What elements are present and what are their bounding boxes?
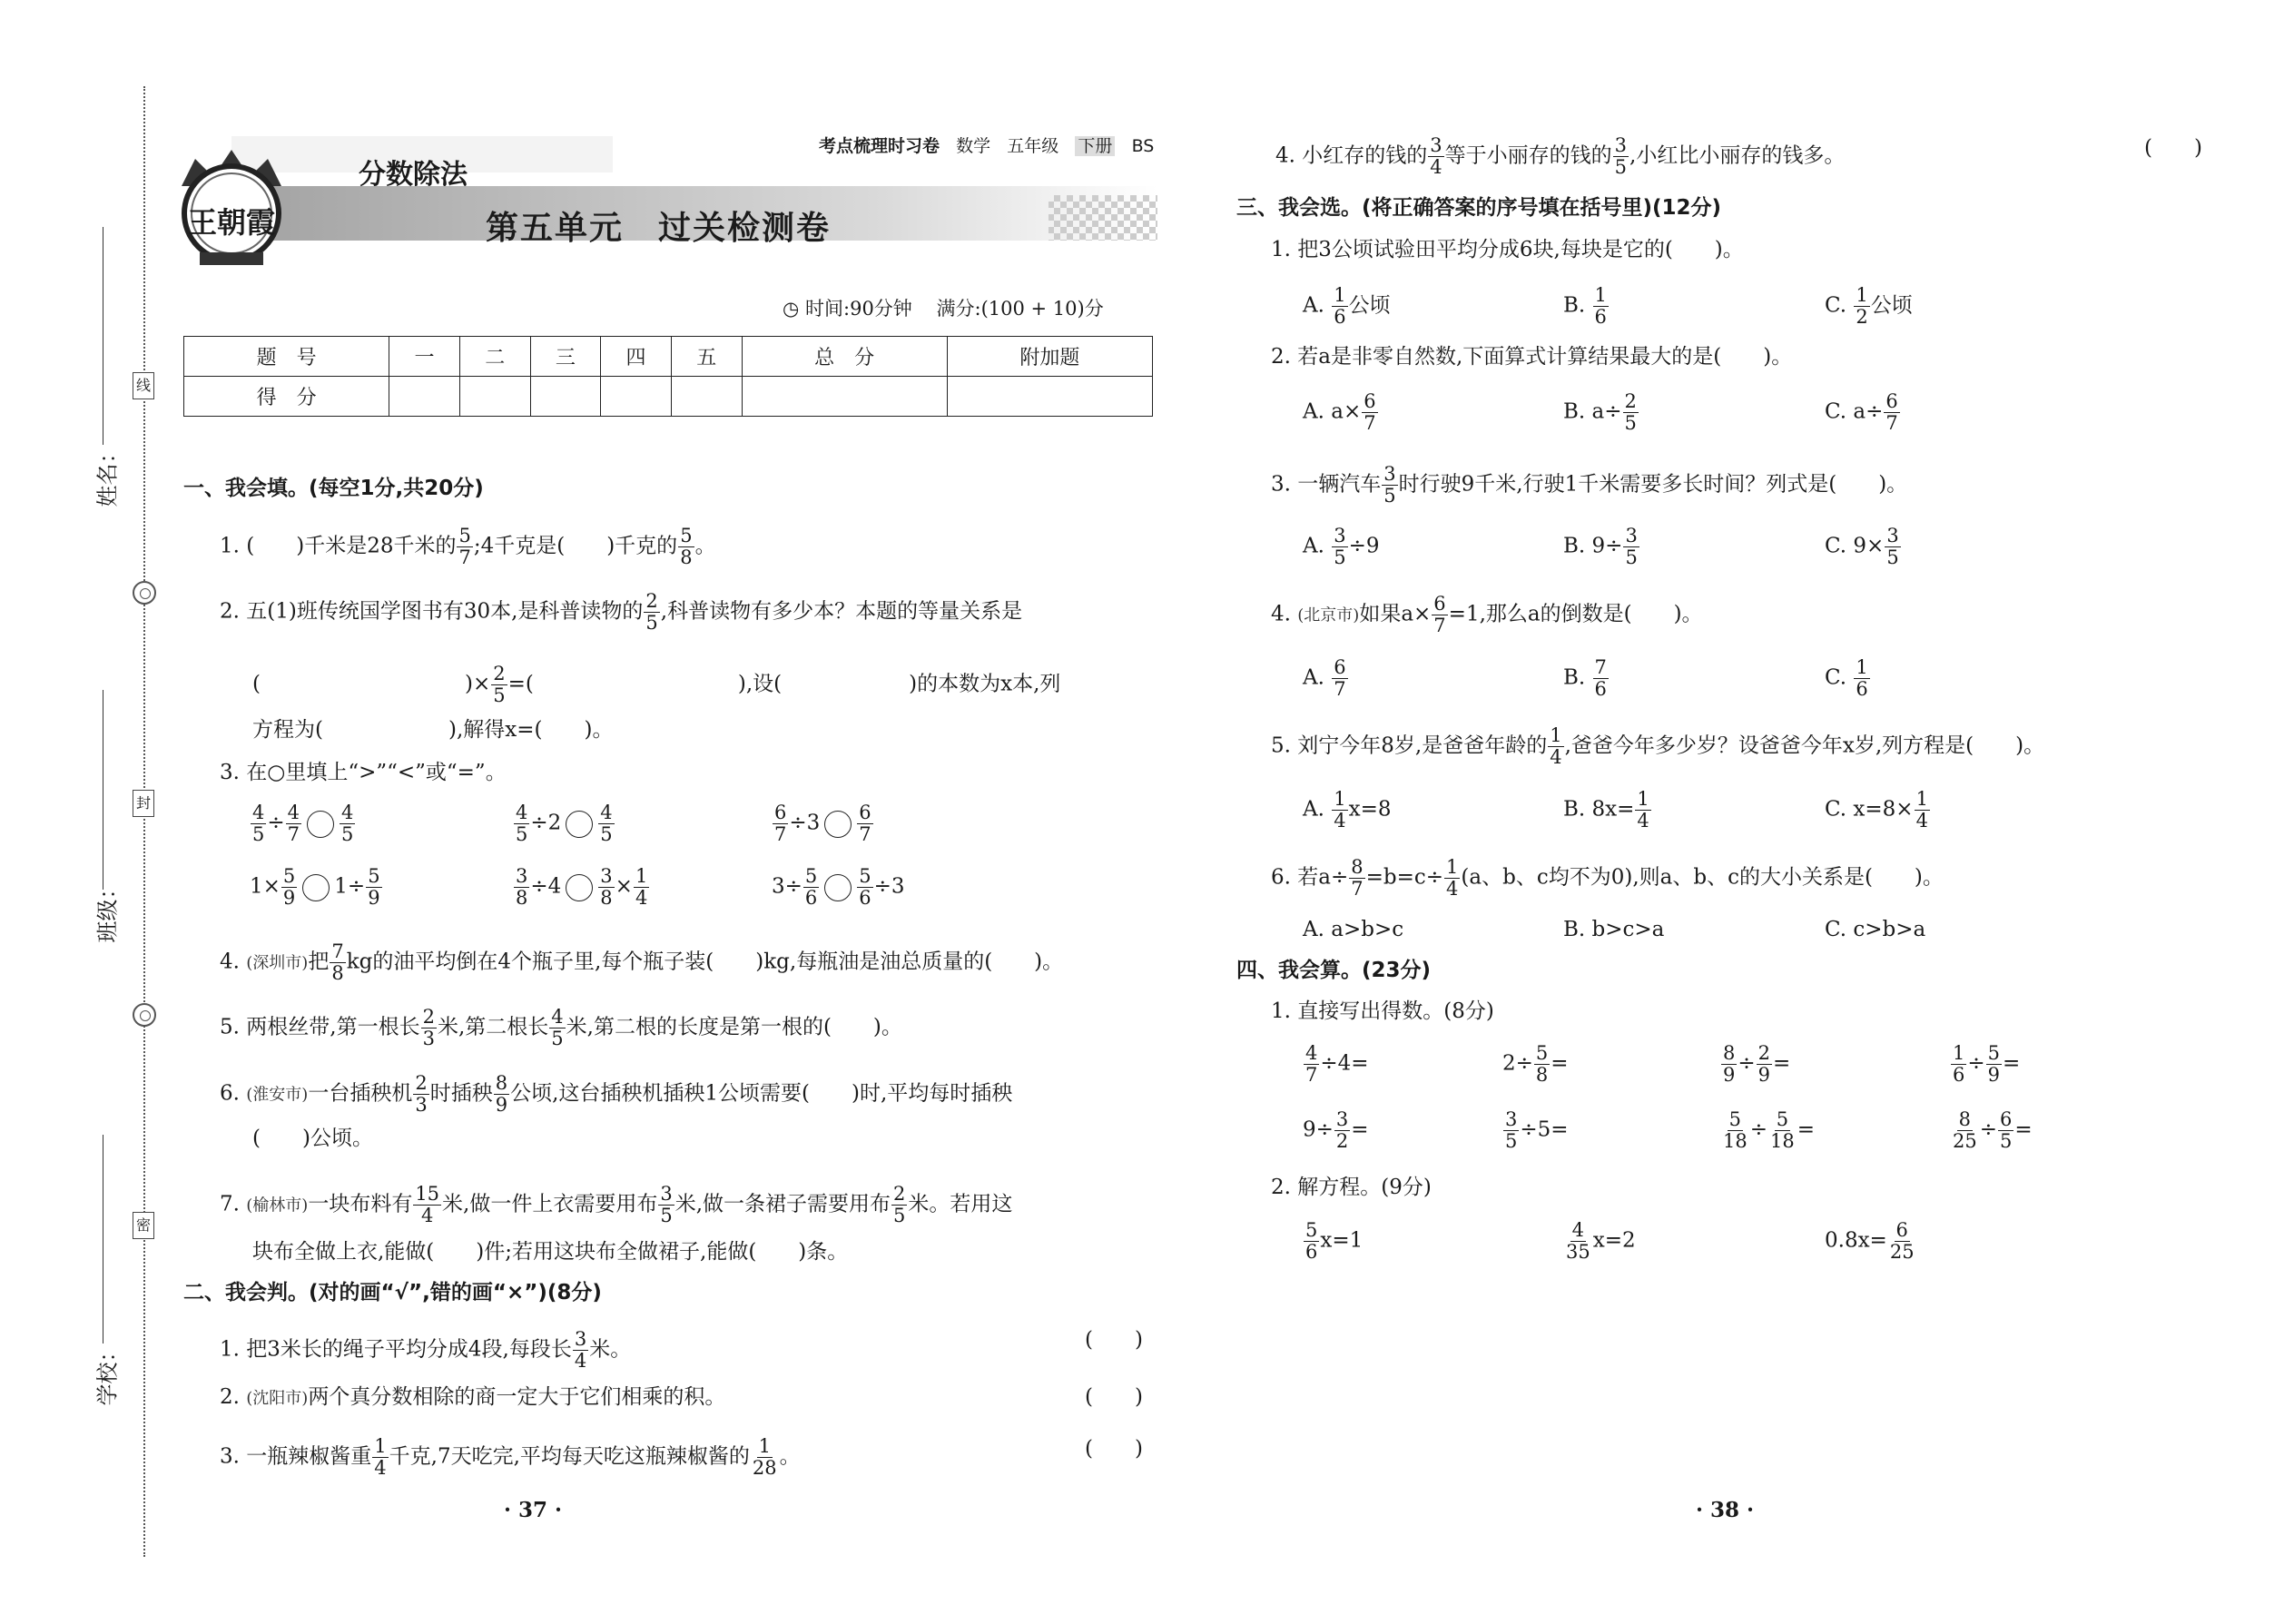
s1-q7: 7. (榆林市)一块布料有 $\frac{15}{4}$ 米,做一件上衣需要用布 $\frac{3}{5}$ 米,做一条裙子需要用布 $\frac{2}{5}$ 米。若用这 (220, 1183, 1013, 1226)
s1-q6: 6. (淮安市)一台插秧机 $\frac{2}{3}$ 时插秧 $\frac{8}{9}$ 公顷,这台插秧机插秧1公顷需要( )时,平均每时插秧 (220, 1072, 1013, 1116)
cut-line (143, 86, 145, 1557)
volume: 下册 (1075, 136, 1115, 156)
topic-label: 分数除法 (359, 159, 468, 191)
table-cell: 三 (530, 337, 601, 377)
option-b[interactable]: B. 8x= $\frac{1}{4}$ (1563, 788, 1649, 832)
s3-q2: 2. 若a是非零自然数,下面算式计算结果最大的是( )。 (1271, 345, 1793, 369)
score-input-cell[interactable] (601, 377, 672, 417)
answer-circle[interactable] (566, 811, 593, 838)
section-1-title: 一、我会填。(每空1分,共20分) (183, 477, 484, 500)
table-cell: 附加题 (947, 337, 1152, 377)
option-c[interactable]: C. $\frac{1}{6}$ (1825, 656, 1868, 700)
calc-item: 9÷ $\frac{3}{2}$ = (1303, 1108, 1369, 1152)
calc-item: $\frac{5}{18}$ ÷ $\frac{5}{18}$ = (1723, 1108, 1816, 1152)
calc-item: $\frac{3}{5}$ ÷5= (1505, 1108, 1569, 1152)
answer-circle[interactable] (824, 874, 852, 901)
page-title: 第五单元 过关检测卷 (486, 210, 832, 247)
calc-item: 2÷ $\frac{5}{8}$ = (1502, 1042, 1569, 1086)
s3-q6: 6. 若a÷ $\frac{8}{7}$ =b=c÷ $\frac{1}{4}$ (a、b、c均不为0),则a、b、c的大小关系是( )。 (1271, 856, 1944, 900)
s4-sub2: 2. 解方程。(9分) (1271, 1176, 1432, 1199)
answer-paren[interactable]: ( ) (1085, 1437, 1143, 1461)
table-row (184, 337, 1153, 377)
s1-q4: 4. (深圳市)把 $\frac{7}{8}$ kg的油平均倒在4个瓶子里,每个瓶子装( )kg,每瓶油是油总质量的( )。 (220, 940, 1064, 984)
table-cell: 四 (601, 337, 672, 377)
clock-icon: ◷ (783, 298, 800, 320)
compare-item: $\frac{4}{5}$ ÷2 $\frac{4}{5}$ (516, 802, 613, 845)
score-input-cell[interactable] (742, 377, 947, 417)
exam-time: 时间:90分钟 (805, 298, 912, 320)
s1-q7-line2: 块布全做上衣,能做( )件;若用这块布全做裙子,能做( )条。 (252, 1240, 849, 1264)
s2-q3: 3. 一瓶辣椒酱重 $\frac{1}{4}$ 千克,7天吃完,平均每天吃这瓶辣椒酱的 $\frac{1}{28}$ 。 (220, 1435, 801, 1479)
seal-mark-feng: 封 (133, 790, 154, 817)
s1-q1: 1. ( )千米是28千米的 $\frac{5}{7}$ ;4千克是( )千克的 $\frac{5}{8}$ 。 (220, 525, 716, 568)
s1-q2-line2: ( )× $\frac{2}{5}$ =( ),设( )的本数为x本,列 (252, 663, 1061, 706)
s1-q6-line2: ( )公顷。 (252, 1127, 373, 1150)
s2-q1: 1. 把3米长的绳子平均分成4段,每段长 $\frac{3}{4}$ 米。 (220, 1328, 632, 1372)
option-a[interactable]: A. $\frac{1}{6}$ 公顷 (1303, 284, 1391, 328)
exam-meta (783, 300, 1104, 319)
s2-q4: 4. 小红存的钱的 $\frac{3}{4}$ 等于小丽存的钱的 $\frac{3}{5}$ ,小红比小丽存的钱多。 (1275, 134, 1846, 178)
option-a[interactable]: A. a× $\frac{6}{7}$ (1303, 390, 1376, 434)
section-3-title: 三、我会选。(将正确答案的序号填在括号里)(12分) (1236, 196, 1722, 220)
option-c[interactable]: C. $\frac{1}{2}$ 公顷 (1825, 284, 1913, 328)
compare-item: $\frac{4}{5}$ ÷ $\frac{4}{7}$ $\frac{4}{5}$ (252, 802, 354, 845)
s2-q2: 2. (沈阳市)两个真分数相除的商一定大于它们相乘的积。 (220, 1385, 726, 1409)
s1-q5: 5. 两根丝带,第一根长 $\frac{2}{3}$ 米,第二根长 $\frac{4}{5}$ 米,第二根的长度是第一根的( )。 (220, 1006, 902, 1049)
s4-sub1: 1. 直接写出得数。(8分) (1271, 999, 1494, 1023)
score-input-cell[interactable] (389, 377, 460, 417)
seal-mark-mi: 密 (133, 1212, 154, 1239)
answer-circle[interactable] (307, 811, 334, 838)
exam-score: 满分:(100 + 10)分 (936, 298, 1104, 320)
option-b[interactable]: B. $\frac{1}{6}$ (1563, 284, 1607, 328)
option-a[interactable]: A. $\frac{6}{7}$ (1303, 656, 1346, 700)
option-b[interactable]: B. b>c>a (1563, 918, 1665, 941)
compare-item: $\frac{3}{8}$ ÷4 $\frac{3}{8}$ × $\frac{1}{4}$ (516, 865, 648, 909)
binding-hole-icon (133, 1003, 156, 1027)
s1-q2: 2. 五(1)班传统国学图书有30本,是科普读物的 $\frac{2}{5}$ ,科普读物有多少本？本题的等量关系是 (220, 590, 1023, 634)
answer-paren[interactable]: ( ) (1085, 1328, 1143, 1352)
table-cell: 总 分 (742, 337, 947, 377)
option-c[interactable]: C. c>b>a (1825, 918, 1926, 941)
answer-paren[interactable]: ( ) (1085, 1385, 1143, 1409)
option-a[interactable]: A. $\frac{1}{4}$ x=8 (1303, 788, 1392, 832)
s3-q3: 3. 一辆汽车 $\frac{3}{5}$ 时行驶9千米,行驶1千米需要多长时间？列式是( )。 (1271, 463, 1908, 507)
class-label: 班级： (94, 877, 121, 943)
calc-item: $\frac{8}{25}$ ÷ $\frac{6}{5}$ = (1953, 1108, 2033, 1152)
option-b[interactable]: B. a÷ $\frac{2}{5}$ (1563, 390, 1637, 434)
option-c[interactable]: C. a÷ $\frac{6}{7}$ (1825, 390, 1898, 434)
series-name: 考点梳理时习卷 (819, 136, 940, 156)
table-row (184, 377, 1153, 417)
table-cell: 题 号 (184, 337, 389, 377)
seal-mark-xian: 线 (133, 372, 154, 399)
score-input-cell[interactable] (947, 377, 1152, 417)
calc-item: $\frac{1}{6}$ ÷ $\frac{5}{9}$ = (1953, 1042, 2021, 1086)
answer-paren[interactable]: ( ) (2144, 136, 2202, 160)
section-2-title: 二、我会判。(对的画“√”,错的画“×”)(8分) (183, 1281, 602, 1304)
table-cell: 一 (389, 337, 460, 377)
table-cell: 五 (671, 337, 742, 377)
s3-q5: 5. 刘宁今年8岁,是爸爸年龄的 $\frac{1}{4}$ ,爸爸今年多少岁？设爸爸今年x岁,列方程是( )。 (1271, 724, 2045, 768)
answer-circle[interactable] (302, 874, 330, 901)
option-b[interactable]: B. $\frac{7}{6}$ (1563, 656, 1607, 700)
score-table (183, 336, 1153, 417)
s3-q4: 4. (北京市)如果a× $\frac{6}{7}$ =1,那么a的倒数是( )。 (1271, 593, 1703, 636)
page-number-left: · 37 · (504, 1498, 563, 1522)
edition: BS (1131, 136, 1155, 156)
option-a[interactable]: A. a>b>c (1303, 918, 1404, 941)
s1-q2-line3: 方程为( ),解得x=( )。 (252, 718, 614, 742)
series-info (819, 133, 1154, 157)
calc-item: $\frac{4}{7}$ ÷4= (1305, 1042, 1369, 1086)
score-input-cell[interactable] (671, 377, 742, 417)
option-c[interactable]: C. 9× $\frac{3}{5}$ (1825, 525, 1899, 568)
brand-logo (163, 136, 300, 272)
binding-hole-icon (133, 581, 156, 605)
equation-item: $\frac{4}{35}$ x=2 (1566, 1219, 1636, 1263)
table-cell: 得 分 (184, 377, 389, 417)
score-input-cell[interactable] (459, 377, 530, 417)
answer-circle[interactable] (566, 874, 593, 901)
s1-q3: 3. 在○里填上“>”“<”或“=”。 (220, 761, 507, 784)
table-cell: 二 (459, 337, 530, 377)
s3-q1: 1. 把3公顷试验田平均分成6块,每块是它的( )。 (1271, 238, 1744, 261)
calc-item: $\frac{8}{9}$ ÷ $\frac{2}{9}$ = (1723, 1042, 1791, 1086)
compare-item: 1× $\frac{5}{9}$ 1÷ $\frac{5}{9}$ (250, 865, 380, 909)
grade: 五年级 (1007, 136, 1059, 156)
subject: 数学 (956, 136, 991, 156)
binding-strip (0, 0, 150, 1624)
option-b[interactable]: B. 9÷ $\frac{3}{5}$ (1563, 525, 1638, 568)
option-a[interactable]: A. $\frac{3}{5}$ ÷9 (1303, 525, 1380, 568)
option-c[interactable]: C. x=8× $\frac{1}{4}$ (1825, 788, 1928, 832)
logo-text: 王朝霞 (188, 205, 276, 240)
answer-circle[interactable] (824, 811, 852, 838)
school-label: 学校： (94, 1340, 121, 1406)
equation-item: 0.8x= $\frac{6}{25}$ (1825, 1219, 1915, 1263)
page-number-right: · 38 · (1696, 1498, 1755, 1522)
equation-item: $\frac{5}{6}$ x=1 (1305, 1219, 1364, 1263)
compare-item: $\frac{6}{7}$ ÷3 $\frac{6}{7}$ (774, 802, 871, 845)
compare-item: 3÷ $\frac{5}{6}$ $\frac{5}{6}$ ÷3 (772, 865, 905, 909)
name-label: 姓名： (94, 441, 121, 507)
score-input-cell[interactable] (530, 377, 601, 417)
section-4-title: 四、我会算。(23分) (1236, 959, 1432, 982)
